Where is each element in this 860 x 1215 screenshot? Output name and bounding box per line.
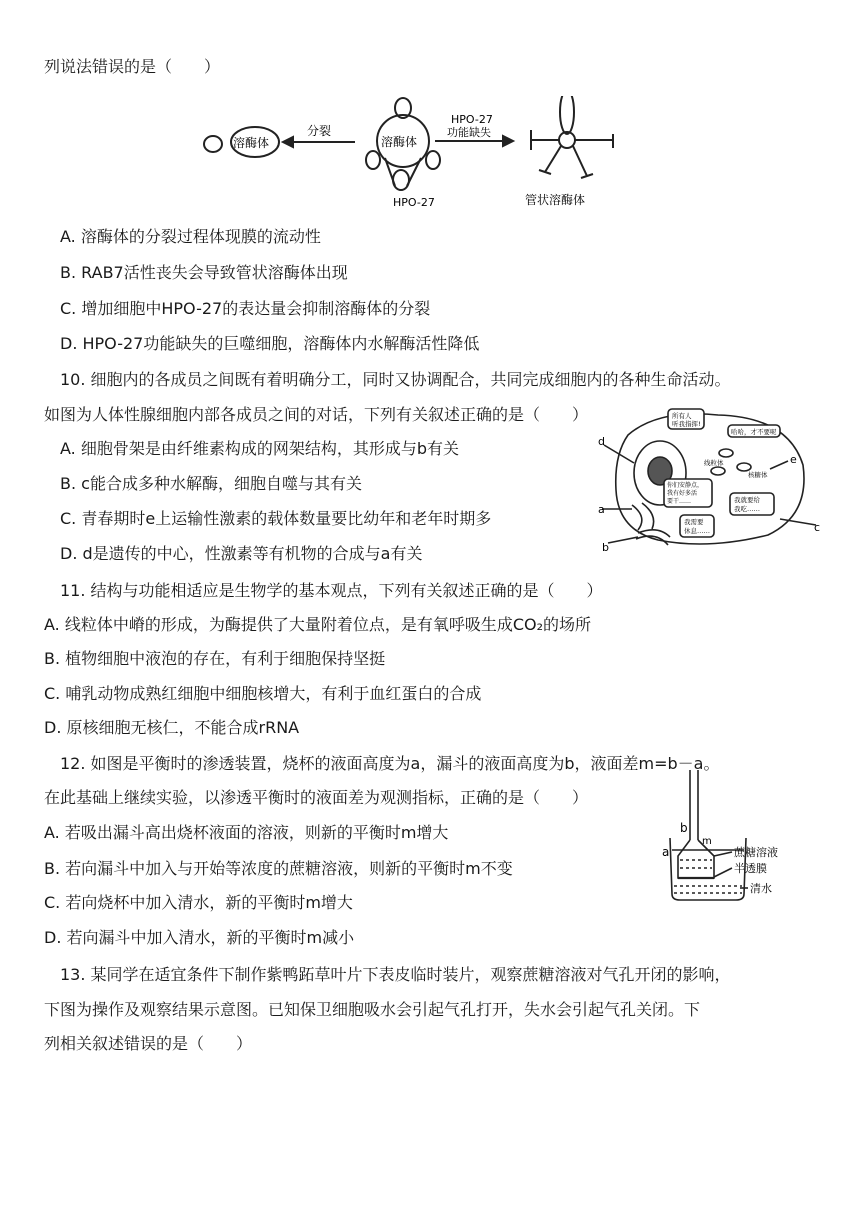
q9-option-b: B. RAB7活性丧失会导致管状溶酶体出现 [60,263,348,282]
svg-text:b: b [680,821,688,835]
svg-text:溶酶体: 溶酶体 [381,135,418,149]
cell-dialogue-diagram [598,405,823,555]
q10-option-c: C. 青春期时e上运输性激素的载体数量要比幼年和老年时期多 [60,509,492,528]
q10-option-b: B. c能合成多种水解酶，细胞自噬与其有关 [60,474,362,493]
svg-text:b: b [602,541,609,554]
svg-text:功能缺失: 功能缺失 [447,126,491,139]
svg-text:HPO-27: HPO-27 [451,113,493,126]
tubular-lysosome [531,96,613,178]
osmosis-apparatus-diagram [662,760,812,910]
q10-stem-line2: 如图为人体性腺细胞内部各成员之间的对话，下列有关叙述正确的是（ ） [44,405,589,424]
svg-text:a: a [598,503,605,516]
svg-text:m: m [702,836,712,847]
small-lysosome-left [204,136,222,152]
q12-option-a: A. 若吸出漏斗高出烧杯液面的溶液，则新的平衡时m增大 [44,823,449,842]
svg-text:清水: 清水 [750,882,772,895]
q11-option-a: A. 线粒体中嵴的形成，为酶提供了大量附着位点，是有氧呼吸生成CO₂的场所 [44,615,592,634]
q13-stem-line1: 13. 某同学在适宜条件下制作紫鸭跖草叶片下表皮临时装片，观察蔗糖溶液对气孔开闭的影响， [60,965,731,984]
svg-text:我有好多活: 我有好多活 [667,490,698,497]
q13-stem-line2: 下图为操作及观察结果示意图。已知保卫细胞吸水会引起气孔打开，失水会引起气孔关闭。下 [44,1000,701,1019]
q9-option-a: A. 溶酶体的分裂过程体现膜的流动性 [60,227,321,246]
q11-stem: 11. 结构与功能相适应是生物学的基本观点，下列有关叙述正确的是（ ） [60,581,603,600]
svg-text:休息……: 休息…… [684,527,710,535]
q12-option-d: D. 若向漏斗中加入清水，新的平衡时m减小 [44,928,355,947]
q12-stem-line1: 12. 如图是平衡时的渗透装置，烧杯的液面高度为a，漏斗的液面高度为b，液面差m=b－a。 [60,754,720,773]
q9-option-d: D. HPO-27功能缺失的巨噬细胞，溶酶体内水解酶活性降低 [60,334,480,353]
svg-text:HPO-27: HPO-27 [393,196,435,209]
svg-text:核糖体: 核糖体 [748,471,768,479]
q9-intro: 列说法错误的是（ ） [44,57,221,76]
svg-text:你们安静点，: 你们安静点， [667,482,704,489]
svg-text:分裂: 分裂 [307,124,332,138]
svg-text:要干……: 要干…… [667,498,692,505]
svg-text:d: d [598,435,605,448]
svg-text:听我指挥!: 听我指挥! [672,420,701,428]
svg-text:溶酶体: 溶酶体 [233,136,270,150]
q11-option-b: B. 植物细胞中液泡的存在，有利于细胞保持坚挺 [44,649,386,668]
q10-option-d: D. d是遗传的中心，性激素等有机物的合成与a有关 [60,544,423,563]
lysosome-diagram [195,96,655,216]
svg-text:蔗糖溶液: 蔗糖溶液 [734,846,778,859]
q13-stem-line3: 列相关叙述错误的是（ ） [44,1034,253,1053]
svg-text:半透膜: 半透膜 [734,862,767,875]
q10-stem-line1: 10. 细胞内的各成员之间既有着明确分工，同时又协调配合，共同完成细胞内的各种生命活动。 [60,370,731,389]
svg-text:c: c [814,521,821,534]
q10-option-a: A. 细胞骨架是由纤维素构成的网架结构，其形成与b有关 [60,439,459,458]
svg-text:a: a [662,845,670,859]
svg-text:线粒体: 线粒体 [704,459,724,467]
q9-option-c: C. 增加细胞中HPO-27的表达量会抑制溶酶体的分裂 [60,299,431,318]
svg-text:我吃……: 我吃…… [734,505,760,513]
q12-option-b: B. 若向漏斗中加入与开始等浓度的蔗糖溶液，则新的平衡时m不变 [44,859,513,878]
q12-stem-line2: 在此基础上继续实验，以渗透平衡时的液面差为观测指标，正确的是（ ） [44,788,589,807]
svg-text:我就要给: 我就要给 [734,496,760,504]
q12-option-c: C. 若向烧杯中加入清水，新的平衡时m增大 [44,893,353,912]
svg-text:管状溶酶体: 管状溶酶体 [525,193,586,207]
mitochondrion [719,449,733,457]
q11-option-d: D. 原核细胞无核仁，不能合成rRNA [44,718,300,737]
svg-text:哈哈，才不要呢: 哈哈，才不要呢 [731,428,777,436]
svg-text:所有人: 所有人 [672,412,692,420]
svg-text:e: e [790,453,797,466]
q11-option-c: C. 哺乳动物成熟红细胞中细胞核增大，有利于血红蛋白的合成 [44,684,482,703]
svg-text:我需要: 我需要 [684,518,704,526]
